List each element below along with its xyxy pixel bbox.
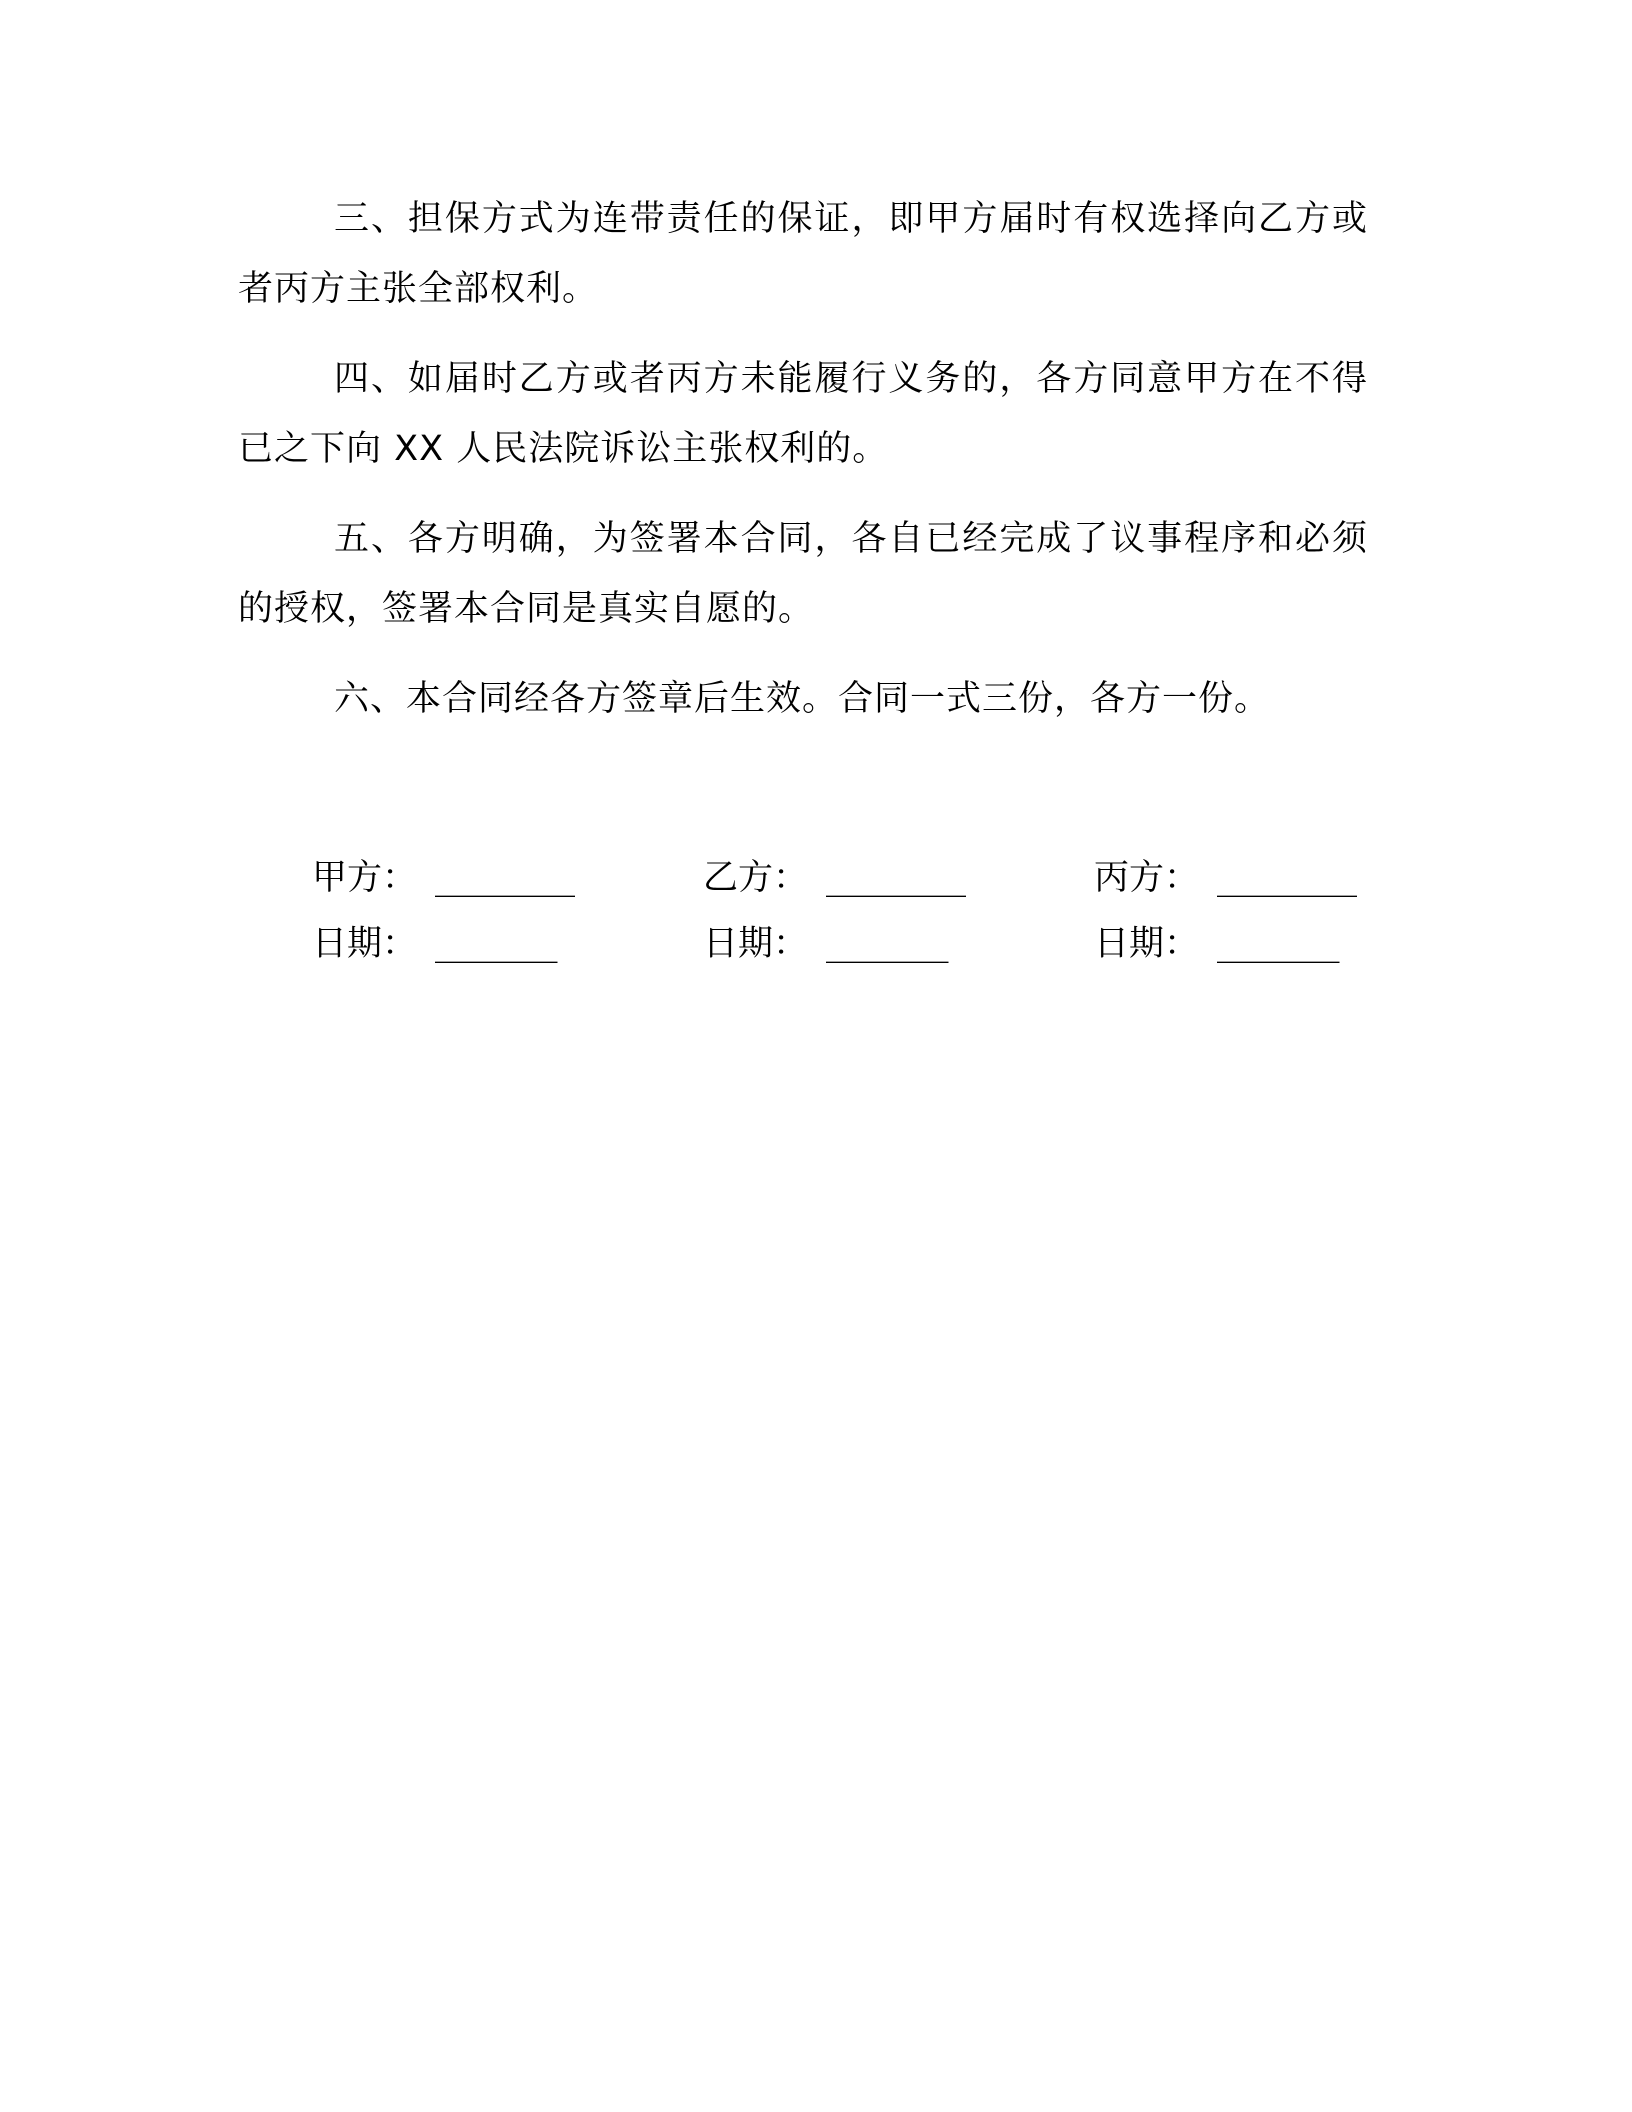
party-c-date-line: [1094, 922, 1340, 966]
party-a-date-blank: _______: [435, 924, 558, 964]
clause-5: 五、各方明确，为签署本合同，各自已经完成了议事程序和必须的授权，签署本合同是真实自愿的。: [238, 519, 1368, 629]
party-b-blank: ________: [826, 858, 967, 898]
party-a-date-label: 日期：: [312, 924, 418, 964]
party-a-blank: ________: [435, 858, 576, 898]
party-b-date-line: [703, 922, 949, 966]
party-b-date-blank: _______: [826, 924, 949, 964]
party-b-date-label: 日期：: [703, 924, 809, 964]
clause-6: 六、本合同经各方签章后生效。合同一式三份，各方一份。: [334, 679, 1271, 719]
party-c-date-blank: _______: [1217, 924, 1340, 964]
party-c-label: 丙方：: [1094, 858, 1200, 898]
party-b-label: 乙方：: [703, 858, 809, 898]
party-a-date-line: [312, 922, 558, 966]
clause-4: 四、如届时乙方或者丙方未能履行义务的，各方同意甲方在不得已之下向 XX 人民法院诉讼主张权利的。: [238, 359, 1368, 469]
party-b-signature-line: [703, 856, 966, 900]
party-c-blank: ________: [1217, 858, 1358, 898]
party-a-label: 甲方：: [312, 858, 418, 898]
clause-3: 三、担保方式为连带责任的保证，即甲方届时有权选择向乙方或者丙方主张全部权利。: [238, 199, 1368, 309]
party-c-signature-line: [1094, 856, 1357, 900]
party-c-date-label: 日期：: [1094, 924, 1200, 964]
party-a-signature-line: [312, 856, 575, 900]
